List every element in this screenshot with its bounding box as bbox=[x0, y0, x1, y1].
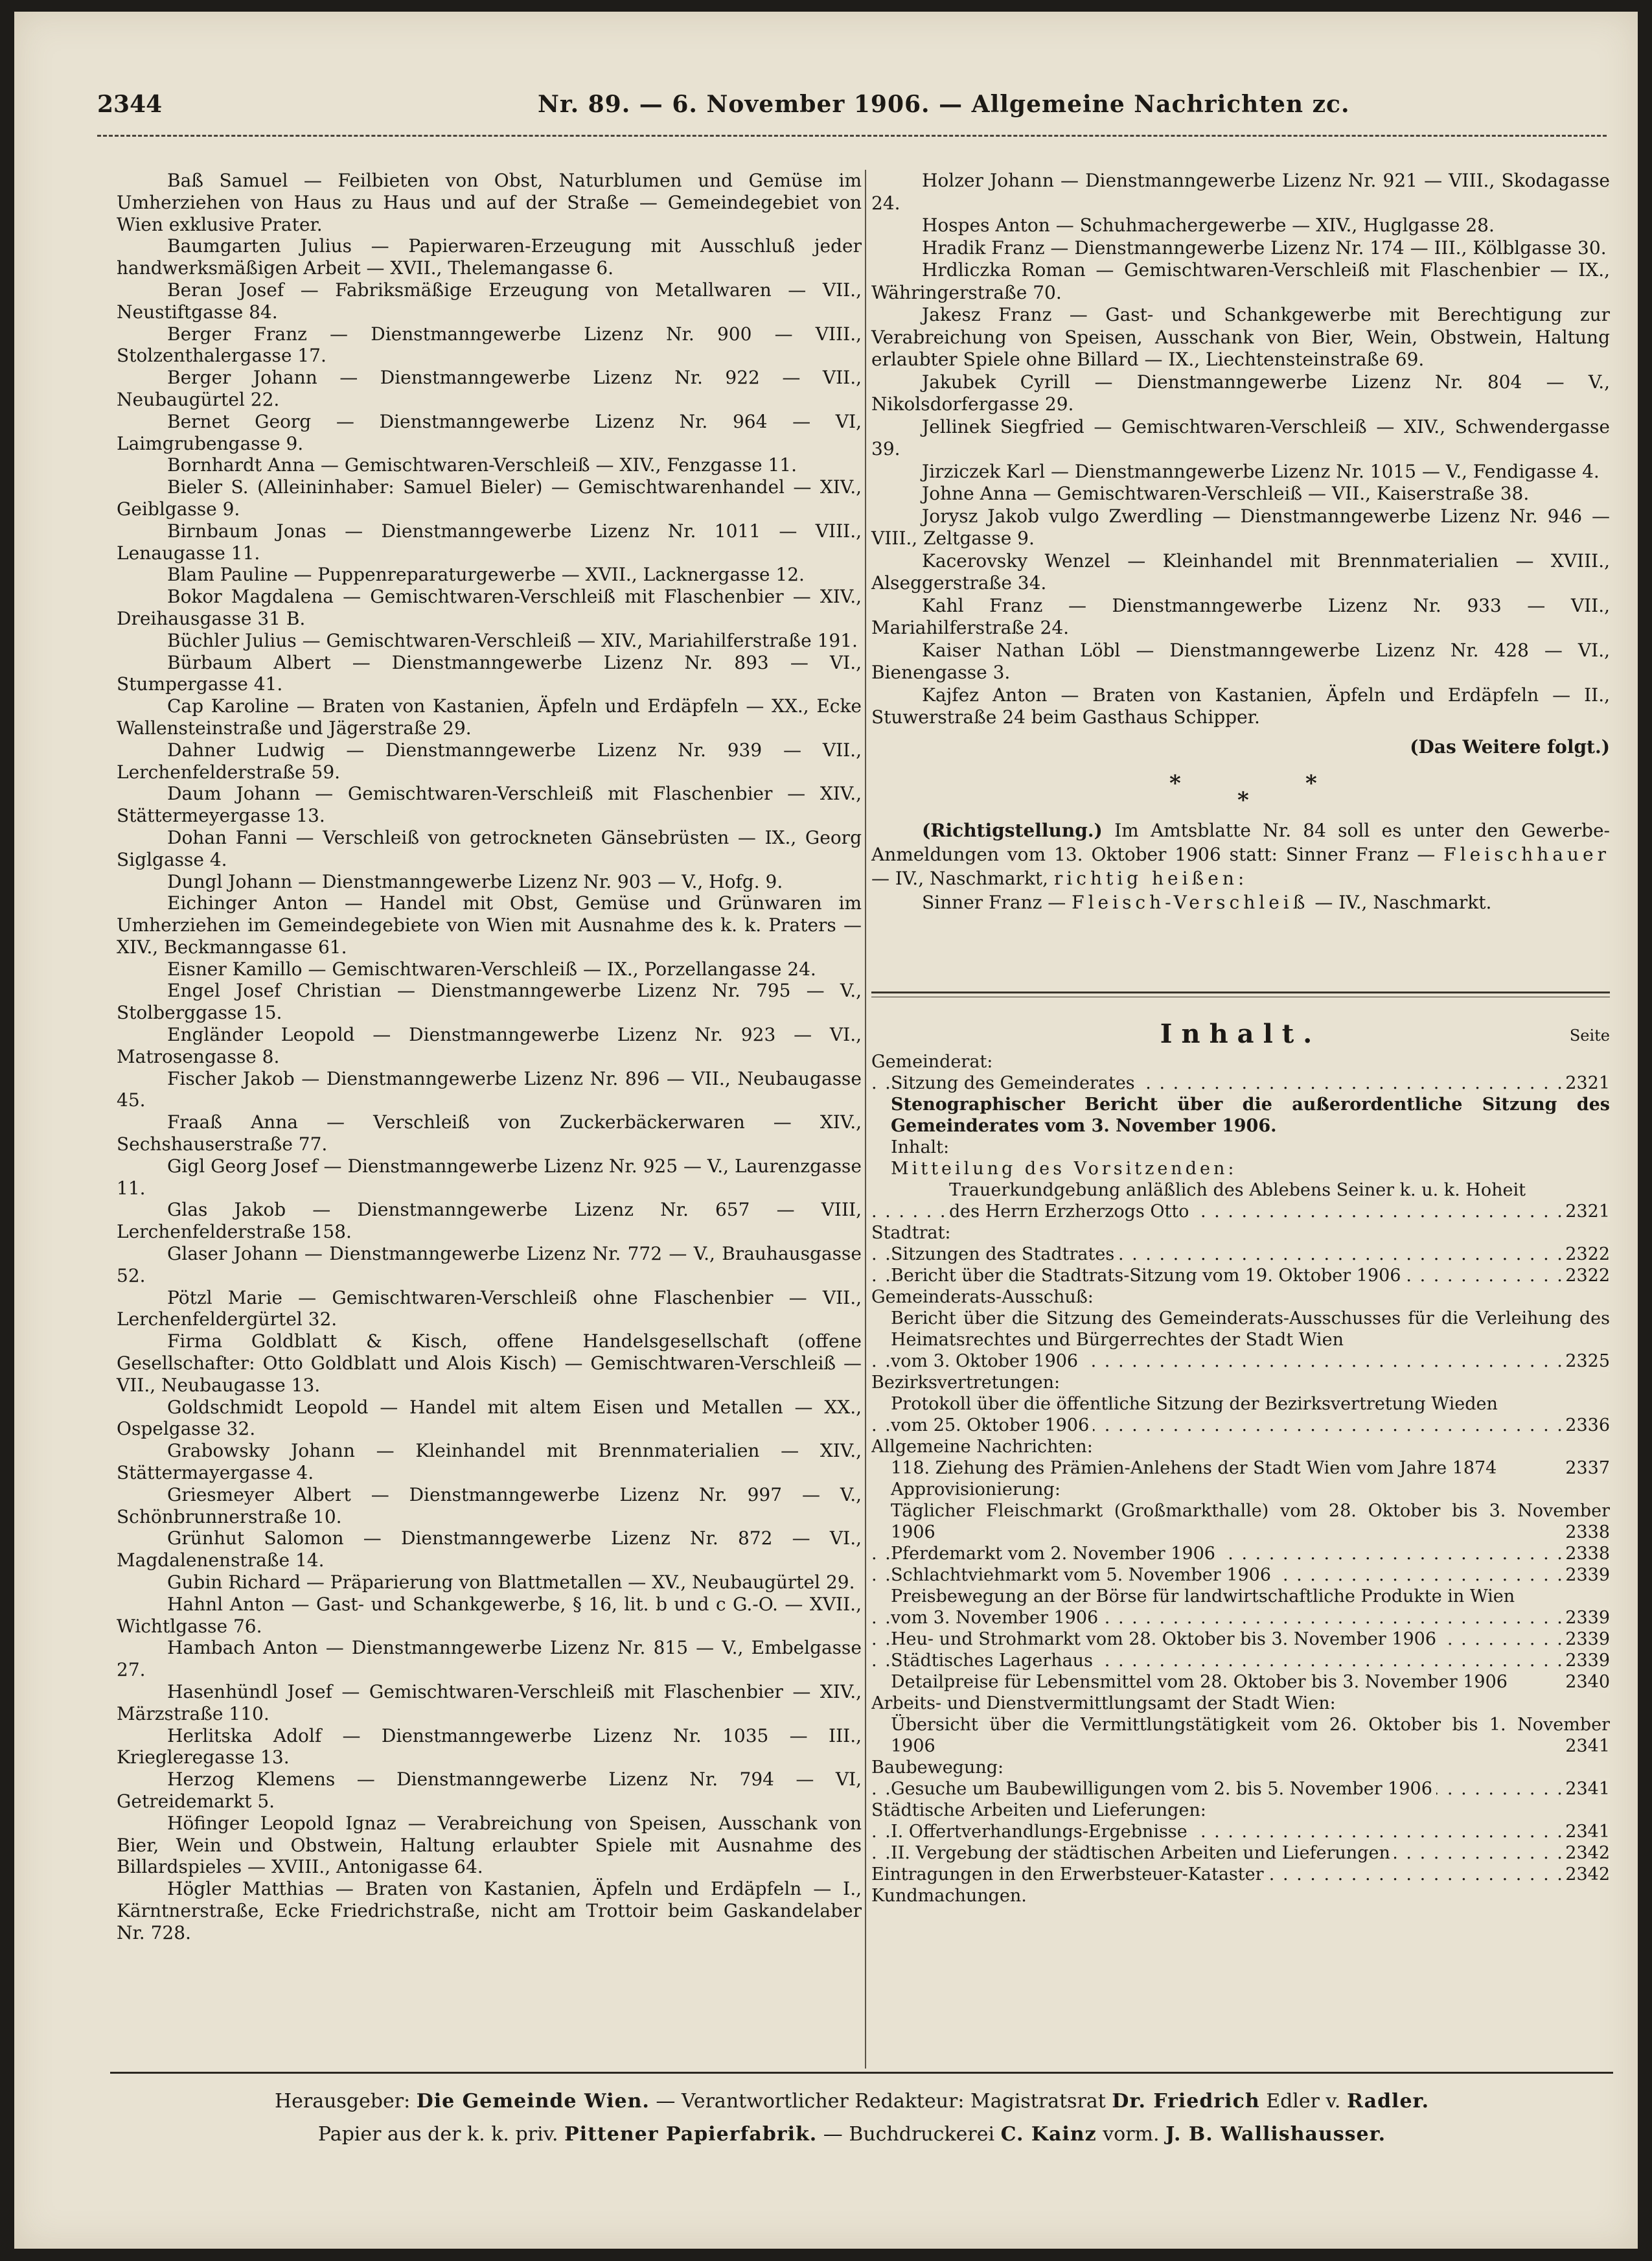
correction-body-4: — IV., Naschmarkt. bbox=[1314, 891, 1492, 913]
toc-line-text: Übersicht über die Vermittlungstätigkeit vom 26. Oktober bis 1. November 1906 bbox=[891, 1715, 1610, 1756]
footer-publisher-line bbox=[97, 2090, 1607, 2113]
register-entry: Dungl Johann — Dienstmanngewerbe Lizenz Nr. 903 — V., Hofg. 9. bbox=[167, 870, 783, 892]
register-entry: Fraaß Anna — Verschleiß von Zuckerbäckerwaren — XIV., Sechshauserstraße 77. bbox=[117, 1111, 862, 1155]
register-entry: Bernet Georg — Dienstmanngewerbe Lizenz Nr. 964 — VI, Laimgrubengasse 9. bbox=[117, 410, 862, 454]
register-entry: Glas Jakob — Dienstmanngewerbe Lizenz Nr. 657 — VIII, Lerchenfelderstraße 158. bbox=[117, 1199, 862, 1243]
correction-body-2: — IV., Naschmarkt, bbox=[871, 867, 1049, 889]
toc-page-number: 2341 bbox=[1561, 1821, 1610, 1842]
toc-line-text: Sitzungen des Stadtrates bbox=[891, 1244, 1118, 1264]
toc-line bbox=[871, 1094, 1610, 1137]
toc-rule bbox=[871, 991, 1610, 993]
toc-page-number: 2338 bbox=[1565, 1522, 1610, 1542]
toc-page-number: 2325 bbox=[1561, 1351, 1610, 1372]
toc-line bbox=[871, 1436, 1610, 1457]
toc-page-number: 2339 bbox=[1561, 1607, 1610, 1629]
register-entry: Eisner Kamillo — Gemischtwaren-Verschleiß — IX., Porzellangasse 24. bbox=[167, 958, 816, 980]
toc-line bbox=[871, 1158, 1610, 1179]
toc-line bbox=[871, 1778, 1610, 1800]
toc-line bbox=[871, 1179, 1610, 1201]
register-entry: Beran Josef — Fabriksmäßige Erzeugung von Metallwaren — VII., Neustiftgasse 84. bbox=[117, 279, 862, 323]
toc-line bbox=[871, 1222, 1610, 1244]
table-of-contents bbox=[871, 1017, 1610, 1907]
correction-lead: (Richtigstellung.) bbox=[922, 819, 1103, 841]
toc-line bbox=[871, 1265, 1610, 1286]
toc-line-text: Kundmachungen. bbox=[871, 1886, 1031, 1906]
toc-line-text: Städtische Arbeiten und Lieferungen: bbox=[871, 1800, 1210, 1820]
toc-page-label: Seite bbox=[1569, 1026, 1610, 1045]
register-entry: Berger Johann — Dienstmanngewerbe Lizenz Nr. 922 — VII., Neubaugürtel 22. bbox=[117, 367, 862, 410]
toc-line bbox=[871, 1800, 1610, 1821]
toc-page-number: 2341 bbox=[1565, 1736, 1610, 1756]
register-entry: Eichinger Anton — Handel mit Obst, Gemüse und Grünwaren im Umherziehen im Gemeindegebiete von Wien mit Ausnahme des k. k. Praters — XIV., Beckmanngasse 61. bbox=[117, 892, 862, 958]
publisher-label: Herausgeber: bbox=[274, 2090, 411, 2113]
toc-line-text: Inhalt: bbox=[891, 1137, 953, 1157]
toc-line bbox=[871, 1842, 1610, 1864]
toc-line-text: Baubewegung: bbox=[871, 1757, 1007, 1778]
register-entry: Goldschmidt Leopold — Handel mit altem Eisen und Metallen — XX., Ospelgasse 32. bbox=[117, 1396, 862, 1440]
toc-line bbox=[871, 1457, 1610, 1479]
register-entry: Jellinek Siegfried — Gemischtwaren-Verschleiß — XIV., Schwendergasse 39. bbox=[871, 415, 1610, 459]
editor: Dr. Friedrich bbox=[1112, 2090, 1260, 2113]
register-entry: Dohan Fanni — Verschleiß von getrockneten Gänsebrüsten — IX., Georg Siglgasse 4. bbox=[117, 826, 862, 870]
toc-page-number: 2321 bbox=[1561, 1201, 1610, 1222]
toc-line-text: vom 3. November 1906 bbox=[891, 1608, 1102, 1628]
toc-line-text: Städtisches Lagerhaus bbox=[891, 1651, 1097, 1671]
more-follows: (Das Weitere folgt.) bbox=[1410, 736, 1610, 758]
toc-line-text: 118. Ziehung des Prämien-Anlehens der Stadt Wien vom Jahre 1874 bbox=[891, 1458, 1500, 1478]
toc-page-number: 2338 bbox=[1561, 1543, 1610, 1564]
register-entry: Berger Franz — Dienstmanngewerbe Lizenz Nr. 900 — VIII., Stolzenthalergasse 17. bbox=[117, 323, 862, 367]
right-entries bbox=[871, 170, 1610, 729]
left-column bbox=[117, 170, 862, 1944]
register-entry: Engländer Leopold — Dienstmanngewerbe Lizenz Nr. 923 — VI., Matrosengasse 8. bbox=[117, 1024, 862, 1067]
toc-page-number: 2322 bbox=[1561, 1265, 1610, 1286]
register-entry: Herlitska Adolf — Dienstmanngewerbe Lizenz Nr. 1035 — III., Kriegleregasse 13. bbox=[117, 1724, 862, 1768]
register-entry: Grabowsky Johann — Kleinhandel mit Brennmaterialien — XIV., Stättermayergasse 4. bbox=[117, 1440, 862, 1484]
page-number: 2344 bbox=[97, 91, 163, 118]
footer-rule bbox=[110, 2072, 1613, 2074]
register-entry: Herzog Klemens — Dienstmanngewerbe Lizenz Nr. 794 — VI, Getreidemarkt 5. bbox=[117, 1768, 862, 1812]
register-entry: Kacerovsky Wenzel — Kleinhandel mit Brennmaterialien — XVIII., Alseggerstraße 34. bbox=[871, 550, 1610, 594]
register-entry: Gigl Georg Josef — Dienstmanngewerbe Lizenz Nr. 925 — V., Laurenzgasse 11. bbox=[117, 1155, 862, 1199]
correction-body-3: Sinner Franz — bbox=[922, 891, 1066, 913]
paper-mill: Pittener Papierfabrik. bbox=[564, 2123, 818, 2146]
toc-line bbox=[871, 1308, 1610, 1351]
page-header bbox=[97, 91, 1607, 130]
toc-page-number: 2322 bbox=[1561, 1244, 1610, 1265]
correction-notice bbox=[871, 818, 1610, 890]
register-entry: Hambach Anton — Dienstmanngewerbe Lizenz Nr. 815 — V., Embelgasse 27. bbox=[117, 1637, 862, 1681]
register-entry: Griesmeyer Albert — Dienstmanngewerbe Lizenz Nr. 997 — V., Schönbrunnerstraße 10. bbox=[117, 1483, 862, 1527]
register-entry: Gubin Richard — Präparierung von Blattmetallen — XV., Neubaugürtel 29. bbox=[167, 1571, 855, 1593]
register-entry: Bieler S. (Alleininhaber: Samuel Bieler) — Gemischtwarenhandel — XIV., Geiblgasse 9. bbox=[117, 476, 862, 520]
register-entry: Fischer Jakob — Dienstmanngewerbe Lizenz Nr. 896 — VII., Neubaugasse 45. bbox=[117, 1067, 862, 1111]
toc-line-text: Sitzung des Gemeinderates bbox=[891, 1073, 1139, 1093]
correction-spaced-3: Fleisch-Verschleiß bbox=[1072, 891, 1309, 913]
header-title: Nr. 89. — 6. November 1906. — Allgemeine Nachrichten zc. bbox=[538, 91, 1350, 118]
register-entry: Büchler Julius — Gemischtwaren-Verschleiß — XIV., Mariahilferstraße 191. bbox=[167, 629, 858, 651]
toc-line-text: Protokoll über die öffentliche Sitzung der Bezirksvertretung Wieden bbox=[891, 1394, 1502, 1414]
register-entry: Hradik Franz — Dienstmanngewerbe Lizenz Nr. 174 — III., Kölblgasse 30. bbox=[922, 237, 1607, 259]
register-entry: Hospes Anton — Schuhmachergewerbe — XIV., Huglgasse 28. bbox=[922, 215, 1495, 236]
star: * bbox=[1237, 787, 1249, 813]
printer: C. Kainz bbox=[1000, 2123, 1097, 2146]
toc-line-text: vom 3. Oktober 1906 bbox=[891, 1351, 1082, 1371]
toc-line-text: II. Vergebung der städtischen Arbeiten und Lieferungen bbox=[891, 1843, 1394, 1863]
register-entry: Bornhardt Anna — Gemischtwaren-Verschleiß — XIV., Fenzgasse 11. bbox=[167, 454, 797, 476]
register-entry: Birnbaum Jonas — Dienstmanngewerbe Lizenz Nr. 1011 — VIII., Lenaugasse 11. bbox=[117, 520, 862, 564]
header-rule bbox=[97, 135, 1607, 137]
toc-line-text: Eintragungen in den Erwerbsteuer-Kataster bbox=[871, 1864, 1268, 1884]
toc-line-text: des Herrn Erzherzogs Otto bbox=[949, 1201, 1193, 1222]
toc-line-text: Detailpreise für Lebensmittel vom 28. Oktober bis 3. November 1906 bbox=[891, 1672, 1511, 1692]
toc-page-number: 2339 bbox=[1561, 1650, 1610, 1671]
toc-line bbox=[871, 1073, 1610, 1094]
register-entry: Kahl Franz — Dienstmanngewerbe Lizenz Nr. 933 — VII., Mariahilferstraße 24. bbox=[871, 594, 1610, 638]
register-entry: Jorysz Jakob vulgo Zwerdling — Dienstmanngewerbe Lizenz Nr. 946 — VIII., Zeltgasse 9. bbox=[871, 505, 1610, 549]
toc-heading: Inhalt. bbox=[1160, 1019, 1322, 1049]
register-entry: Baß Samuel — Feilbieten von Obst, Naturblumen und Gemüse im Umherziehen von Haus zu Haus und auf der Straße — Gemeindegebiet von Wien exklusive Prater. bbox=[117, 170, 862, 235]
publisher: Die Gemeinde Wien. bbox=[416, 2090, 650, 2113]
toc-line-text: Täglicher Fleischmarkt (Großmarkthalle) vom 28. Oktober bis 3. November 1906 bbox=[891, 1501, 1610, 1542]
column-divider bbox=[865, 170, 866, 2069]
register-entry: Pötzl Marie — Gemischtwaren-Verschleiß ohne Flaschenbier — VII., Lerchenfeldergürtel 32. bbox=[117, 1286, 862, 1330]
toc-line-text: Pferdemarkt vom 2. November 1906 bbox=[891, 1544, 1219, 1564]
toc-line bbox=[871, 1351, 1610, 1372]
printer-suffix: vorm. bbox=[1103, 2123, 1160, 2146]
register-entry: Bokor Magdalena — Gemischtwaren-Verschleiß mit Flaschenbier — XIV., Dreihausgasse 31 B. bbox=[117, 586, 862, 629]
correction-spaced-2: richtig heißen: bbox=[1053, 867, 1248, 889]
printer-last: J. B. Wallishausser. bbox=[1165, 2123, 1386, 2146]
toc-line bbox=[871, 1629, 1610, 1650]
toc-line-text: Stadtrat: bbox=[871, 1223, 955, 1243]
register-entry: Daum Johann — Gemischtwaren-Verschleiß mit Flaschenbier — XIV., Stättermeyergasse 13. bbox=[117, 783, 862, 827]
toc-line bbox=[871, 1543, 1610, 1564]
toc-line bbox=[871, 1479, 1610, 1500]
toc-line-text: vom 25. Oktober 1906 bbox=[891, 1415, 1093, 1435]
toc-line bbox=[871, 1286, 1610, 1308]
toc-page-number: 2339 bbox=[1561, 1564, 1610, 1586]
register-entry: Firma Goldblatt & Kisch, offene Handelsgesellschaft (offene Gesellschafter: Otto Goldblatt und Alois Kisch) — Gemischtwaren-Verschleiß — VII., Neubaugasse 13. bbox=[117, 1330, 862, 1396]
register-entry: Dahner Ludwig — Dienstmanngewerbe Lizenz Nr. 939 — VII., Lerchenfelderstraße 59. bbox=[117, 739, 862, 783]
toc-line-text: Mitteilung des Vorsitzenden: bbox=[891, 1159, 1241, 1179]
toc-line bbox=[871, 1821, 1610, 1842]
toc-line-text: Bericht über die Sitzung des Gemeinderats-Ausschusses für die Verleihung des Heimatsrechtes und Bürgerrechtes der Stadt Wien bbox=[891, 1308, 1610, 1350]
toc-line-text: Arbeits- und Dienstvermittlungsamt der Stadt Wien: bbox=[871, 1693, 1340, 1713]
toc-line-text: Schlachtviehmarkt vom 5. November 1906 bbox=[891, 1565, 1275, 1585]
register-entry: Baumgarten Julius — Papierwaren-Erzeugung mit Ausschluß jeder handwerksmäßigen Arbeit — XVII., Thelemangasse 6. bbox=[117, 235, 862, 279]
register-entry: Jirziczek Karl — Dienstmanngewerbe Lizenz Nr. 1015 — V., Fendigasse 4. bbox=[922, 460, 1600, 482]
toc-line bbox=[871, 1693, 1610, 1714]
toc-line bbox=[871, 1372, 1610, 1393]
toc-line-text: Gemeinderat: bbox=[871, 1052, 996, 1072]
toc-line bbox=[871, 1885, 1610, 1907]
register-entry: Engel Josef Christian — Dienstmanngewerbe Lizenz Nr. 795 — V., Stolberggasse 15. bbox=[117, 980, 862, 1024]
editor-label: — Verantwortlicher Redakteur: Magistratsrat bbox=[656, 2090, 1106, 2113]
toc-page-number: 2342 bbox=[1561, 1864, 1610, 1885]
correction-spaced-1: Fleischhauer bbox=[1443, 843, 1610, 865]
star: * bbox=[1169, 770, 1181, 796]
toc-line-text: Bericht über die Stadtrats-Sitzung vom 19. Oktober 1906 bbox=[891, 1266, 1405, 1286]
toc-line bbox=[871, 1864, 1610, 1885]
toc-line-text: Heu- und Strohmarkt vom 28. Oktober bis 3. November 1906 bbox=[891, 1629, 1440, 1649]
register-entry: Höfinger Leopold Ignaz — Verabreichung von Speisen, Ausschank von Bier, Wein und Obstwein, Haltung erlaubter Spiele mit Ausnahme des Billardspieles — XVIII., Antonigasse 64. bbox=[117, 1812, 862, 1878]
toc-line-text: Bezirksvertretungen: bbox=[871, 1373, 1064, 1393]
register-entry: Jakesz Franz — Gast- und Schankgewerbe mit Berechtigung zur Verabreichung von Speisen, Ausschank von Bier, Wein, Obstwein, Haltung erlaubter Spiele ohne Billard — IX., Liechtensteinstraße 69. bbox=[871, 304, 1610, 370]
printer-label: — Buchdruckerei bbox=[823, 2123, 995, 2146]
toc-line bbox=[871, 1714, 1610, 1757]
toc-page-number: 2336 bbox=[1561, 1415, 1610, 1436]
register-entry: Bürbaum Albert — Dienstmanngewerbe Lizenz Nr. 893 — VI., Stumpergasse 41. bbox=[117, 651, 862, 695]
register-entry: Grünhut Salomon — Dienstmanngewerbe Lizenz Nr. 872 — VI., Magdalenenstraße 14. bbox=[117, 1527, 862, 1571]
toc-line bbox=[871, 1137, 1610, 1158]
editor-suffix: Edler v. bbox=[1266, 2090, 1341, 2113]
toc-line bbox=[871, 1244, 1610, 1265]
toc-line-text: Approvisionierung: bbox=[891, 1479, 1064, 1500]
register-entry: Hrdliczka Roman — Gemischtwaren-Verschleiß mit Flaschenbier — IX., Währingerstraße 70. bbox=[871, 259, 1610, 303]
register-entry: Holzer Johann — Dienstmanngewerbe Lizenz Nr. 921 — VIII., Skodagasse 24. bbox=[871, 170, 1610, 214]
register-entry: Cap Karoline — Braten von Kastanien, Äpfeln und Erdäpfeln — XX., Ecke Wallensteinstraße und Jägerstraße 29. bbox=[117, 695, 862, 739]
toc-page-number: 2337 bbox=[1561, 1457, 1610, 1479]
paper-label: Papier aus der k. k. priv. bbox=[317, 2123, 558, 2146]
toc-line-text: Gesuche um Baubewilligungen vom 2. bis 5. November 1906 bbox=[891, 1779, 1436, 1799]
register-entry: Johne Anna — Gemischtwaren-Verschleiß — VII., Kaiserstraße 38. bbox=[922, 483, 1530, 504]
toc-line bbox=[871, 1650, 1610, 1671]
toc-line bbox=[871, 1500, 1610, 1543]
correction-body-1: Im Amtsblatte Nr. 84 soll es unter den Gewerbe-Anmeldungen vom 13. Oktober 1906 statt: Sinner Franz — bbox=[871, 819, 1610, 865]
toc-line bbox=[871, 1051, 1610, 1073]
toc-line bbox=[871, 1671, 1610, 1693]
register-entry: Blam Pauline — Puppenreparaturgewerbe — XVII., Lacknergasse 12. bbox=[167, 564, 805, 586]
toc-line-text: Allgemeine Nachrichten: bbox=[871, 1437, 1097, 1457]
stars-separator bbox=[871, 759, 1610, 813]
register-entry: Hahnl Anton — Gast- und Schankgewerbe, § 16, lit. b und c G.-O. — XVII., Wichtlgasse 76. bbox=[117, 1593, 862, 1637]
toc-line bbox=[871, 1757, 1610, 1778]
toc-line-text: Trauerkundgebung anläßlich des Ablebens Seiner k. u. k. Hoheit bbox=[949, 1180, 1530, 1200]
toc-page-number: 2339 bbox=[1561, 1629, 1610, 1650]
toc-line bbox=[871, 1586, 1610, 1607]
toc-line-text: Gemeinderats-Ausschuß: bbox=[871, 1287, 1097, 1307]
right-column bbox=[871, 170, 1610, 914]
editor-last: Radler. bbox=[1347, 2090, 1430, 2113]
register-entry: Hasenhündl Josef — Gemischtwaren-Verschleiß mit Flaschenbier — XIV., Märzstraße 110. bbox=[117, 1680, 862, 1724]
toc-line bbox=[871, 1201, 1610, 1222]
correction-fix bbox=[871, 890, 1610, 914]
toc-line bbox=[871, 1415, 1610, 1436]
register-entry: Jakubek Cyrill — Dienstmanngewerbe Lizenz Nr. 804 — V., Nikolsdorfergasse 29. bbox=[871, 371, 1610, 415]
toc-page-number: 2342 bbox=[1561, 1842, 1610, 1864]
toc-page-number: 2340 bbox=[1561, 1671, 1610, 1693]
footer-printer-line bbox=[97, 2123, 1607, 2146]
toc-line bbox=[871, 1393, 1610, 1415]
register-entry: Högler Matthias — Braten von Kastanien, Äpfeln und Erdäpfeln — I., Kärntnerstraße, Ecke Friedrichstraße, nicht am Trottoir beim Gaskandelaber Nr. 728. bbox=[117, 1878, 862, 1943]
toc-lines bbox=[871, 1051, 1610, 1907]
toc-line-text: I. Offertverhandlungs-Ergebnisse bbox=[891, 1822, 1191, 1842]
toc-line-text: Preisbewegung an der Börse für landwirtschaftliche Produkte in Wien bbox=[891, 1586, 1519, 1606]
register-entry: Kaiser Nathan Löbl — Dienstmanngewerbe Lizenz Nr. 428 — VI., Bienengasse 3. bbox=[871, 639, 1610, 683]
toc-page-number: 2341 bbox=[1561, 1778, 1610, 1800]
toc-page-number: 2321 bbox=[1561, 1073, 1610, 1094]
toc-line-text: Stenographischer Bericht über die außerordentliche Sitzung des Gemeinderates vom 3. November 1906. bbox=[891, 1095, 1610, 1136]
toc-line bbox=[871, 1607, 1610, 1629]
register-entry: Kajfez Anton — Braten von Kastanien, Äpfeln und Erdäpfeln — II., Stuwerstraße 24 beim Gasthaus Schipper. bbox=[871, 684, 1610, 728]
star: * bbox=[1305, 770, 1317, 796]
toc-line bbox=[871, 1564, 1610, 1586]
register-entry: Glaser Johann — Dienstmanngewerbe Lizenz Nr. 772 — V., Brauhausgasse 52. bbox=[117, 1243, 862, 1286]
